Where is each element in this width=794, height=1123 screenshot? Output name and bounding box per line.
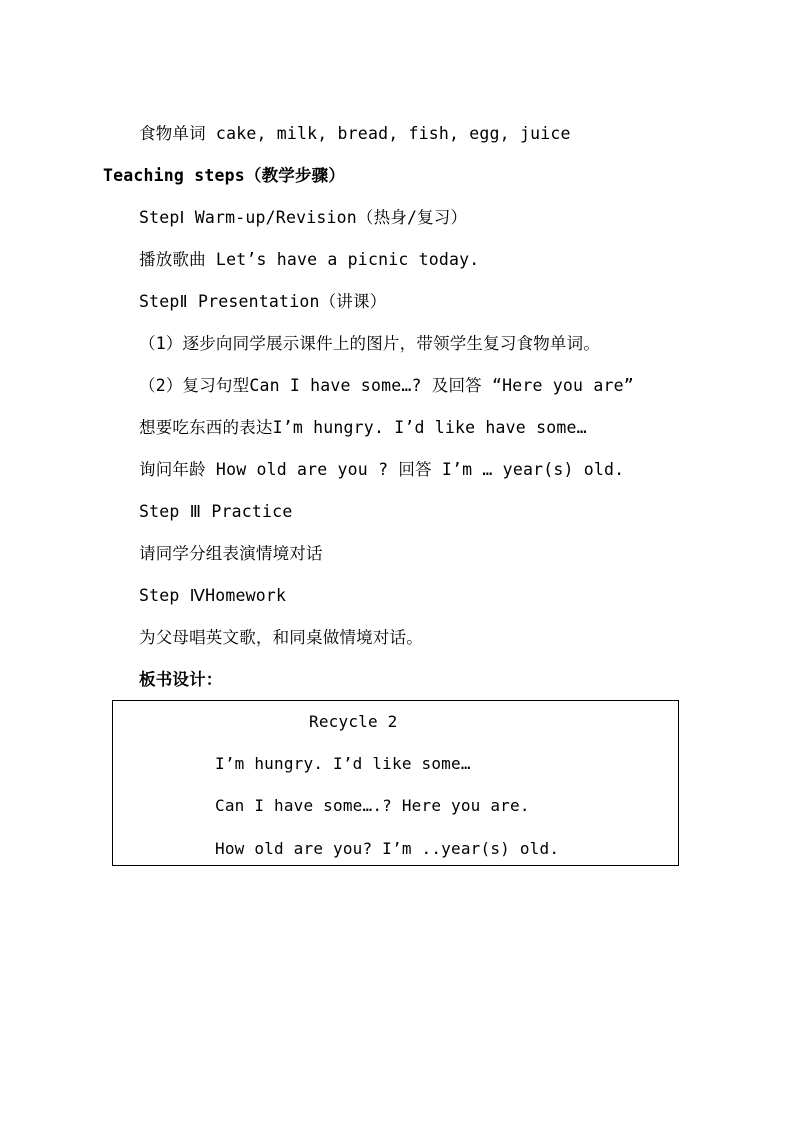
presentation-item-2: （2）复习句型Can I have some…? 及回答 “Here you are” <box>139 376 634 395</box>
step-3-heading: Step Ⅲ Practice <box>139 502 293 521</box>
song-line: 播放歌曲 Let’s have a picnic today. <box>139 250 480 269</box>
board-line-3: How old are you? I’m ..year(s) old. <box>215 839 560 858</box>
step-4-heading: Step ⅣHomework <box>139 586 287 605</box>
presentation-item-1: （1）逐步向同学展示课件上的图片，带领学生复习食物单词。 <box>139 334 601 353</box>
board-design-heading: 板书设计： <box>139 670 223 689</box>
step-2-heading: StepⅡ Presentation（讲课） <box>139 292 387 311</box>
blackboard-design-box <box>112 700 679 866</box>
vocab-line: 食物单词 cake, milk, bread, fish, egg, juice <box>139 124 571 143</box>
board-line-2: Can I have some….? Here you are. <box>215 796 530 815</box>
board-title: Recycle 2 <box>309 712 398 731</box>
ask-age-line: 询问年龄 How old are you ? 回答 I’m … year(s) old. <box>139 460 625 479</box>
want-eat-line: 想要吃东西的表达I’m hungry. I’d like have some… <box>139 418 587 437</box>
step-1-heading: StepⅠ Warm-up/Revision（热身/复习） <box>139 208 468 227</box>
homework-line: 为父母唱英文歌，和同桌做情境对话。 <box>139 628 423 647</box>
practice-line: 请同学分组表演情境对话 <box>139 544 323 563</box>
teaching-steps-heading: Teaching steps（教学步骤） <box>103 166 346 185</box>
board-line-1: I’m hungry. I’d like some… <box>215 754 471 773</box>
